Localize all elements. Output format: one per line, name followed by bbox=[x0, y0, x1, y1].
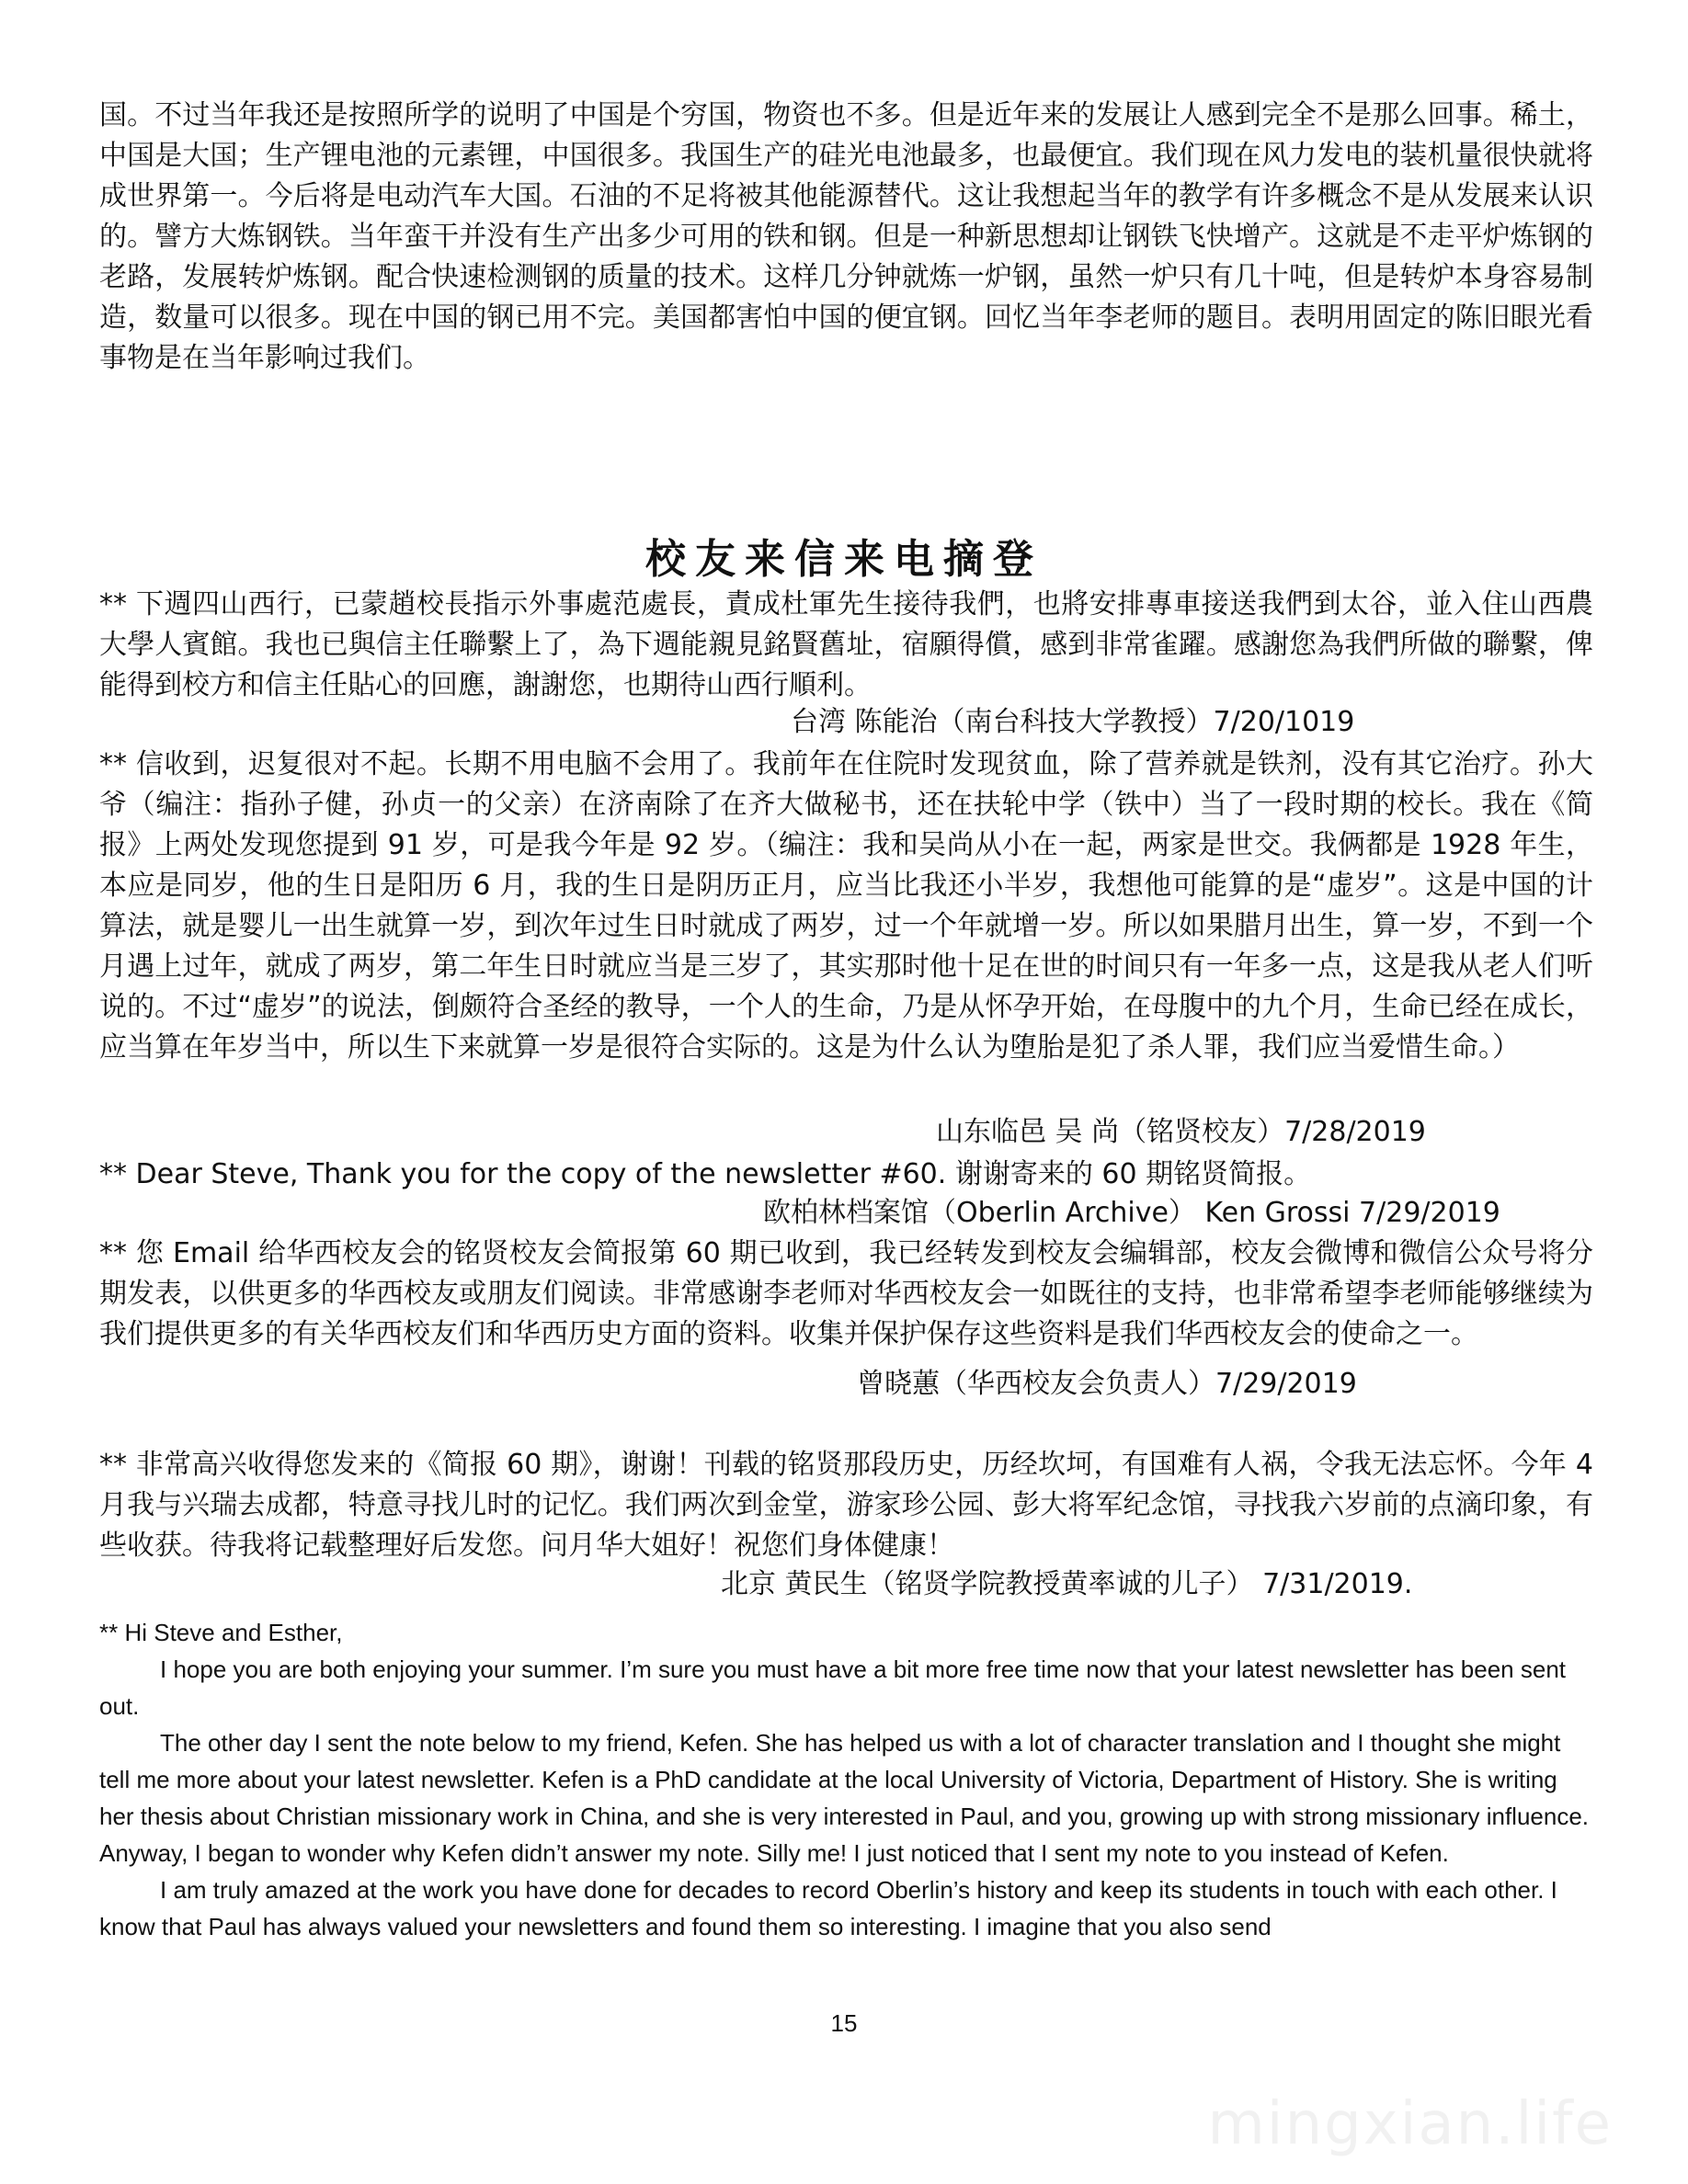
letter-4-text: ** 您 Email 给华西校友会的铭贤校友会简报第 60 期已收到，我已经转发到校友会编辑部，校友会微博和微信公众号将分期发表，以供更多的华西校友或朋友们阅读。非常感谢李老师对华西校友会一如既往的支持，也非常希望李老师能够继续为我们提供更多的有关华西校友们和华西历史方面的资料。收集并保护保存这些资料是我们华西校友会的使命之一。 bbox=[99, 1237, 1593, 1350]
section-title: 校友来信来电摘登 bbox=[645, 536, 1043, 583]
letter-5-text: ** 非常高兴收得您发来的《简报 60 期》，谢谢！刊载的铭贤那段历史，历经坎坷，有国难有人祸，令我无法忘怀。今年 4 月我与兴瑞去成都，特意寻找儿时的记忆。我们两次到金堂，游家珍公园、彭大将军纪念馆，寻找我六岁前的点滴印象，有些收获。待我将记载整理好后发您。问月华大姐好！祝您们身体健康！ bbox=[99, 1449, 1593, 1562]
letter-5-signature: 北京 黄民生（铭贤学院教授黄率诚的儿子） 7/31/2019. bbox=[721, 1568, 1413, 1600]
english-paragraph-2: The other day I sent the note below to my friend, Kefen. She has helped us with a lot of character translation and I thought she might tell me more about your latest newsletter. Kefen is a PhD candidate at the local University of Victoria, Department of History. She is writing her thesis about Christian missionary work in China, and she is very interested in Paul, and you, growing up with strong missionary influence. Anyway, I began to wonder why Kefen didn’t answer my note. Silly me! I just noticed that I sent my note to you instead of Kefen. bbox=[99, 1729, 1590, 1867]
letter-1 bbox=[99, 585, 1593, 706]
english-letter bbox=[99, 1614, 1593, 1945]
english-greeting: ** Hi Steve and Esther, bbox=[99, 1619, 343, 1646]
letter-5 bbox=[99, 1445, 1593, 1566]
english-paragraph-3: I am truly amazed at the work you have done for decades to record Oberlin’s history and keep its students in touch with each other. I know that Paul has always valued your newsletters and found them so interesting. I imagine that you also send bbox=[99, 1876, 1557, 1940]
watermark: mingxian.life bbox=[1207, 2090, 1613, 2158]
letter-1-text: ** 下週四山西行，已蒙趙校長指示外事處范處長，責成杜軍先生接待我們，也將安排專車接送我們到太谷，並入住山西農大學人賓館。我也已與信主任聯繫上了，為下週能親見銘賢舊址，宿願得償，感到非常雀躍。感謝您為我們所做的聯繫，俾能得到校方和信主任貼心的回應，謝謝您，也期待山西行順利。 bbox=[99, 588, 1593, 701]
letter-3-text: ** Dear Steve, Thank you for the copy of the newsletter #60. 谢谢寄来的 60 期铭贤简报。 bbox=[99, 1158, 1312, 1190]
english-paragraph-1: I hope you are both enjoying your summer. I’m sure you must have a bit more free time now that your latest newsletter has been sent out. bbox=[99, 1655, 1567, 1720]
letter-3 bbox=[99, 1155, 1593, 1195]
letter-3-signature: 欧柏林档案馆（Oberlin Archive） Ken Grossi 7/29/2019 bbox=[763, 1197, 1500, 1229]
letter-2-text: ** 信收到，迟复很对不起。长期不用电脑不会用了。我前年在住院时发现贫血，除了营养就是铁剂，没有其它治疗。孙大爷（编注：指孙子健，孙贞一的父亲）在济南除了在齐大做秘书，还在扶轮中学（铁中）当了一段时期的校长。我在《简报》上两处发现您提到 91 岁，可是我今年是 92 岁。（编注：我和吴尚从小在一起，两家是世交。我俩都是 1928 年生，本应是同岁，他的生日是阳历 6 月，我的生日是阴历正月，应当比我还小半岁，我想他可能算的是“虚岁”。这是中国的计算法，就是婴儿一出生就算一岁，到次年过生日时就成了两岁，过一个年就增一岁。所以如果腊月出生，算一岁，不到一个月遇上过年，就成了两岁，第二年生日时就应当是三岁了，其实那时他十足在世的时间只有一年多一点，这是我从老人们听说的。不过“虚岁”的说法，倒颇符合圣经的教导，一个人的生命，乃是从怀孕开始，在母腹中的九个月，生命已经在成长，应当算在年岁当中，所以生下来就算一岁是很符合实际的。这是为什么认为堕胎是犯了杀人罪，我们应当爱惜生命。） bbox=[99, 748, 1593, 1064]
letter-4-signature: 曾晓蕙（华西校友会负责人）7/29/2019 bbox=[857, 1368, 1357, 1400]
intro-paragraph bbox=[99, 96, 1593, 379]
letter-2-signature: 山东临邑 吴 尚（铭贤校友）7/28/2019 bbox=[936, 1116, 1426, 1148]
page-number: 15 bbox=[830, 2009, 858, 2037]
letter-1-signature: 台湾 陈能治（南台科技大学教授）7/20/1019 bbox=[791, 706, 1355, 738]
letter-2 bbox=[99, 745, 1593, 1068]
intro-text: 国。不过当年我还是按照所学的说明了中国是个穷国，物资也不多。但是近年来的发展让人感到完全不是那么回事。稀土，中国是大国；生产锂电池的元素锂，中国很多。我国生产的硅光电池最多，也最便宜。我们现在风力发电的装机量很快就将成世界第一。今后将是电动汽车大国。石油的不足将被其他能源替代。这让我想起当年的教学有许多概念不是从发展来认识的。譬方大炼钢铁。当年蛮干并没有生产出多少可用的铁和钢。但是一种新思想却让钢铁飞快增产。这就是不走平炉炼钢的老路，发展转炉炼钢。配合快速检测钢的质量的技术。这样几分钟就炼一炉钢，虽然一炉只有几十吨，但是转炉本身容易制造，数量可以很多。现在中国的钢已用不完。美国都害怕中国的便宜钢。回忆当年李老师的题目。表明用固定的陈旧眼光看事物是在当年影响过我们。 bbox=[99, 99, 1593, 374]
letter-4 bbox=[99, 1234, 1593, 1355]
